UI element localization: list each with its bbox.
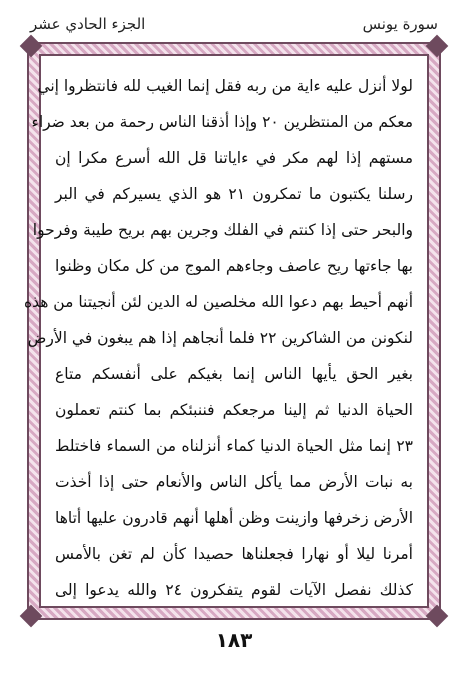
verse-line: لنكونن من الشاكرين ٢٢ فلما أنجاهم إذا هم يبغون في الأرض (27, 329, 413, 347)
frame-corner-ornament (20, 605, 43, 628)
verse-line: الحياة الدنيا ثم إلينا مرجعكم فننبئكم بما كنتم تعملون (55, 401, 413, 419)
verse-line: رسلنا يكتبون ما تمكرون ٢١ هو الذي يسيركم في البر (55, 185, 413, 203)
verse-line: أنهم أحيط بهم دعوا الله مخلصين له الدين لئن أنجيتنا من هذه (23, 293, 413, 311)
text-panel (23, 54, 429, 608)
verse-line: مستهم إذا لهم مكر في ءاياتنا قل الله أسرع مكرا إن (55, 149, 413, 167)
decorative-frame (23, 42, 441, 620)
verse-line: كذلك نفصل الآيات لقوم يتفكرون ٢٤ والله يدعوا إلى (55, 581, 413, 599)
verse-line: به نبات الأرض مما يأكل الناس والأنعام حتى إذا أخذت (55, 473, 413, 491)
page-number: ١٨٣ (215, 628, 253, 652)
page-header (30, 10, 438, 38)
verse-line: بها جاءتها ريح عاصف وجاءهم الموج من كل مكان وظنوا (55, 257, 413, 275)
verse-line: معكم من المنتظرين ٢٠ وإذا أذقنا الناس رحمة من بعد ضراء (31, 113, 413, 131)
verse-line: ٢٣ إنما مثل الحياة الدنيا كماء أنزلناه من السماء فاختلط (55, 437, 413, 455)
surah-name: سورة يونس (362, 15, 438, 33)
frame-corner-ornament (426, 35, 449, 58)
juz-name: الجزء الحادي عشر (30, 15, 146, 33)
verse-line: والبحر حتى إذا كنتم في الفلك وجرين بهم بريح طيبة وفرحوا (32, 221, 413, 239)
frame-corner-ornament (426, 605, 449, 628)
verse-line: الأرض زخرفها وازينت وظن أهلها أنهم قادرون عليها أتاها (55, 509, 413, 527)
verse-line: أمرنا ليلا أو نهارا فجعلناها حصيدا كأن لم تغن بالأمس (55, 545, 413, 563)
verse-text-block (23, 68, 413, 599)
verse-line: لولا أنزل عليه ءاية من ربه فقل إنما الغيب لله فانتظروا إني (37, 77, 413, 95)
verse-line: بغير الحق يأيها الناس إنما بغيكم على أنفسكم متاع (55, 365, 413, 383)
